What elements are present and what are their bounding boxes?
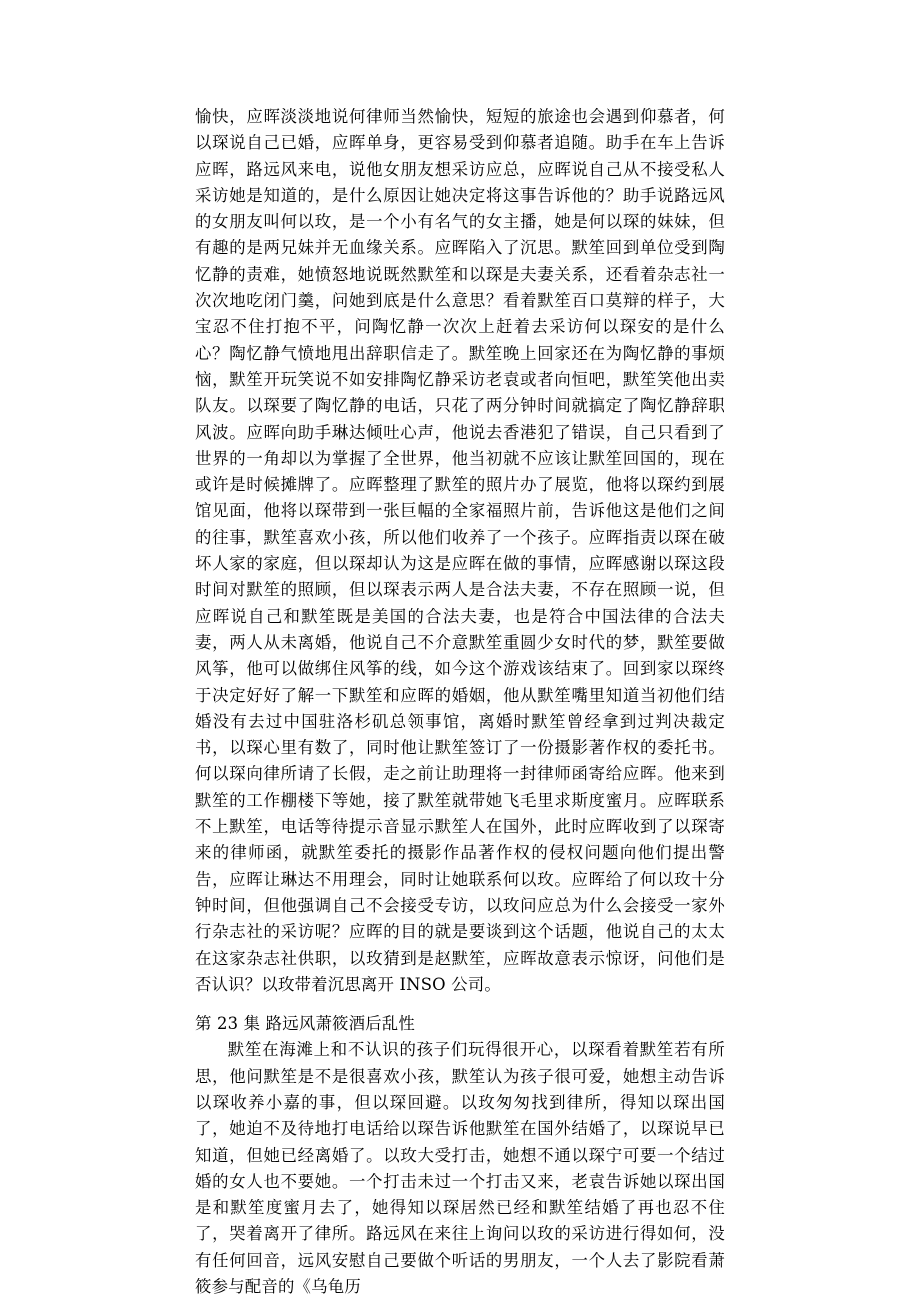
document-body — [195, 104, 725, 1300]
episode-heading: 第 23 集 路远风萧筱酒后乱性 — [195, 1014, 415, 1034]
paragraph-episode-23: 默笙在海滩上和不认识的孩子们玩得很开心，以琛看着默笙若有所思，他问默笙是不是很喜欢小孩，默笙认为孩子很可爱，她想主动告诉以琛收养小嘉的事，但以琛回避。以玫匆匆找到律所，得知以琛出国了，她迫不及待地打电话给以琛告诉他默笙在国外结婚了，以琛说早已知道，但她已经离婚了。以玫大受打击，她想不通以琛宁可要一个结过婚的女人也不要她。一个打击未过一个打击又来，老袁告诉她以琛出国是和默笙度蜜月去了，她得知以琛居然已经和默笙结婚了再也忍不住了，哭着离开了律所。路远风在来往上询问以玫的采访进行得如何，没有任何回音，远风安慰自己要做个听话的男朋友，一个人去了影院看萧筱参与配音的《乌龟历 — [195, 1040, 725, 1297]
paragraph-episode-22-continued: 愉快，应晖淡淡地说何律师当然愉快，短短的旅途也会遇到仰慕者，何以琛说自己已婚，应晖单身，更容易受到仰慕者追随。助手在车上告诉应晖，路远风来电，说他女朋友想采访应总，应晖说自己从不接受私人采访她是知道的，是什么原因让她决定将这事告诉他的？助手说路远风的女朋友叫何以玫，是一个小有名气的女主播，她是何以琛的妹妹，但有趣的是两兄妹并无血缘关系。应晖陷入了沉思。默笙回到单位受到陶忆静的责难，她愤怒地说既然默笙和以琛是夫妻关系，还看着杂志社一次次地吃闭门羹，问她到底是什么意思？看着默笙百口莫辩的样子，大宝忍不住打抱不平，问陶忆静一次次上赶着去采访何以琛安的是什么心？陶忆静气愤地甩出辞职信走了。默笙晚上回家还在为陶忆静的事烦恼，默笙开玩笑说不如安排陶忆静采访老袁或者向恒吧，默笙笑他出卖队友。以琛要了陶忆静的电话，只花了两分钟时间就搞定了陶忆静辞职风波。应晖向助手琳达倾吐心声，他说去香港犯了错误，自己只看到了世界的一角却以为掌握了全世界，他当初就不应该让默笙回国的，现在或许是时候摊牌了。应晖整理了默笙的照片办了展览，他将以琛约到展馆见面，他将以琛带到一张巨幅的全家福照片前，告诉他这是他们之间的往事，默笙喜欢小孩，所以他们收养了一个孩子。应晖指责以琛在破坏人家的家庭，但以琛却认为这是应晖在做的事情，应晖感谢以琛这段时间对默笙的照顾，但以琛表示两人是合法夫妻，不存在照顾一说，但应晖说自己和默笙既是美国的合法夫妻，也是符合中国法律的合法夫妻，两人从未离婚，他说自己不介意默笙重圆少女时代的梦，默笙要做风筝，他可以做绑住风筝的线，如今这个游戏该结束了。回到家以琛终于决定好好了解一下默笙和应晖的婚姻，他从默笙嘴里知道当初他们结婚没有去过中国驻洛杉矶总领事馆，离婚时默笙曾经拿到过判决裁定书，以琛心里有数了，同时他让默笙签订了一份摄影著作权的委托书。何以琛向律所请了长假，走之前让助理将一封律师函寄给应晖。他来到默笙的工作棚楼下等她，接了默笙就带她飞毛里求斯度蜜月。应晖联系不上默笙，电话等待提示音显示默笙人在国外，此时应晖收到了以琛寄来的律师函，就默笙委托的摄影作品著作权的侵权问题向他们提出警告，应晖让琳达不用理会，同时让她联系何以玫。应晖给了何以玫十分钟时间，但他强调自己不会接受专访，以玫问应总为什么会接受一家外行杂志社的采访呢？应晖的目的就是要谈到这个话题，他说自己的太太在这家杂志社供职，以玫猜到是赵默笙，应晖故意表示惊讶，问他们是否认识？以玫带着沉思离开 INSO 公司。 — [195, 107, 725, 994]
